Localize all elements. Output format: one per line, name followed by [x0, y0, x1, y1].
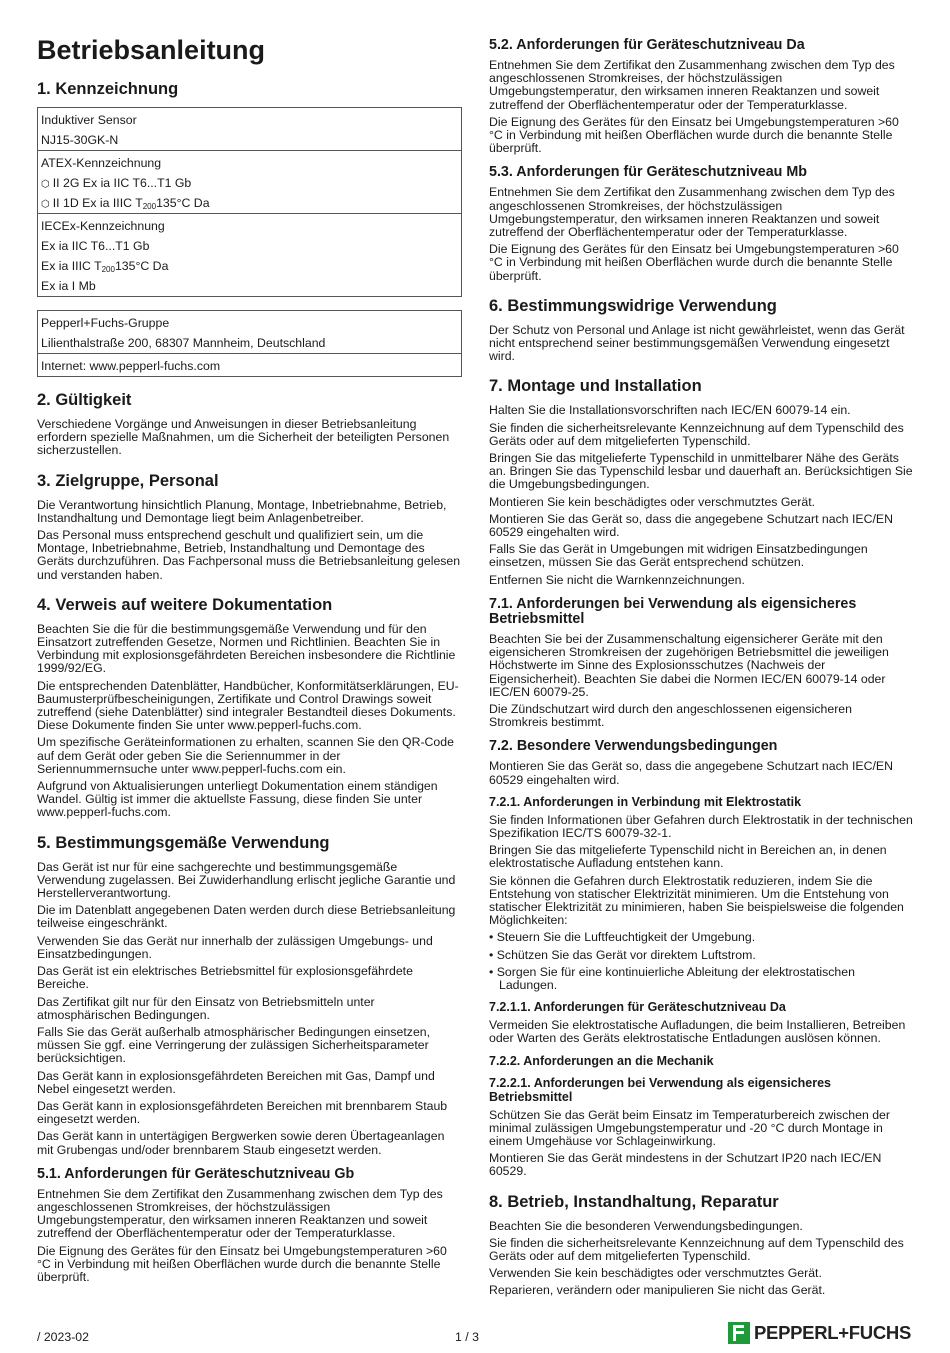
company-internet: Internet: www.pepperl-fuchs.com	[41, 359, 221, 373]
section-5-text-8: Das Gerät kann in explosionsgefährdeten Bereichen mit brennbarem Staub eingesetzt werden.	[37, 1098, 448, 1127]
section-5-text-4: Das Gerät ist ein elektrisches Betriebsmittel für explosionsgefährdete Bereiche.	[37, 964, 413, 992]
list-item: • Steuern Sie die Luftfeuchtigkeit der Umgebung.	[489, 931, 914, 944]
product-model: NJ15-30GK-N	[41, 133, 119, 147]
company-box	[37, 310, 462, 377]
iecex-label: IECEx-Kennzeichnung	[41, 219, 165, 233]
section-5-1-text-1: Entnehmen Sie dem Zertifikat den Zusammenhang zwischen dem Typ des angeschlossenen Stromkreises, der höchstzulässigen Umgebungstemperatur, den wirksamen inneren Reaktanzen und soweit zutreffend der Oberflächentemperatur oder der Temperaturklasse.	[37, 1186, 443, 1241]
section-5-3-text-1: Entnehmen Sie dem Zertifikat den Zusammenhang zwischen dem Typ des angeschlossenen Stromkreises, der höchstzulässigen Umgebungstemperatur, den wirksamen inneren Reaktanzen und soweit zutreffend der Oberflächentemperatur oder der Temperaturklasse.	[489, 185, 895, 240]
iecex-marking-3: Ex ia I Mb	[41, 279, 96, 293]
electrostatics-bullet-list	[489, 931, 914, 992]
section-5-text-3: Verwenden Sie das Gerät nur innerhalb der zulässigen Umgebungs- und Einsatzbedingungen.	[37, 933, 433, 961]
section-5-text-9: Das Gerät kann in untertägigen Bergwerken sowie deren Übertageanlagen mit Grubengas und/oder brennbarem Staub eingesetzt werden.	[37, 1129, 445, 1157]
iecex-marking-1: Ex ia IIC T6...T1 Gb	[41, 239, 150, 253]
brand-name: PEPPERL+FUCHS	[754, 1322, 911, 1343]
section-7-2-2-1-heading: 7.2.2.1. Anforderungen bei Verwendung als eigensicheres Betriebsmittel	[489, 1075, 832, 1104]
section-7-1-heading: 7.1. Anforderungen bei Verwendung als eigensicheres Betriebsmittel	[489, 595, 857, 627]
section-4-text-1: Beachten Sie die für die bestimmungsgemäße Verwendung und für den Einsatzort zutreffenden Gesetze, Normen und Richtlinien. Beachten Sie in Verbindung mit explosionsgefährdeten Bereichen insbesondere die Richtlinie 1999/92/EG.	[37, 621, 456, 676]
section-8-heading: 8. Betrieb, Instandhaltung, Reparatur	[489, 1192, 779, 1211]
section-5-2-text-2: Die Eignung des Gerätes für den Einsatz bei Umgebungstemperaturen >60 °C in Verbindung mit heißen Oberflächen wurde durch die benannte Stelle überprüft.	[489, 114, 899, 156]
section-4-heading: 4. Verweis auf weitere Dokumentation	[37, 595, 333, 614]
section-5-text-2: Die im Datenblatt angegebenen Daten werden durch diese Betriebsanleitung teilweise eingeschränkt.	[37, 903, 456, 931]
section-5-3-heading: 5.3. Anforderungen für Geräteschutzniveau Mb	[489, 164, 808, 181]
section-5-text-1: Das Gerät ist nur für eine sachgerechte und bestimmungsgemäße Verwendung zugelassen. Bei Zuwiderhandlung erlischt jegliche Garantie und Herstellerverantwortung.	[37, 859, 456, 901]
marking-box	[37, 107, 462, 297]
section-4-text-4: Aufgrund von Aktualisierungen unterliegt Dokumentation einem ständigen Wandel. Gültig ist immer die aktuellste Fassung, diese finden Sie unter www.pepperl-fuchs.com.	[37, 779, 438, 820]
section-7-2-1-text-3: Sie können die Gefahren durch Elektrostatik reduzieren, indem Sie die Entstehung von statischer Elektrizität minimieren. Um die Entstehung von statischer Elektrizität zu minimieren, haben Sie beispielsweise die folgenden Möglichkeiten:	[489, 873, 904, 928]
atex-marking-2: ⬡ II 1D Ex ia IIIC $T_{200}135^\circ C$ Da	[41, 193, 458, 213]
company-name: Pepperl+Fuchs-Gruppe	[41, 316, 170, 330]
brand-logo	[728, 1322, 911, 1344]
section-7-2-heading: 7.2. Besondere Verwendungsbedingungen	[489, 738, 778, 755]
product-type: Induktiver Sensor	[41, 113, 137, 127]
section-7-2-2-1-text-2: Montieren Sie das Gerät mindestens in der Schutzart IP20 nach IEC/EN 60529.	[489, 1151, 882, 1179]
section-5-2-text-1: Entnehmen Sie dem Zertifikat den Zusammenhang zwischen dem Typ des angeschlossenen Stromkreises, der höchstzulässigen Umgebungstemperatur, den wirksamen inneren Reaktanzen und soweit zutreffend der Oberflächentemperatur oder der Temperaturklasse.	[489, 58, 895, 112]
section-7-2-2-heading: 7.2.2. Anforderungen an die Mechanik	[489, 1053, 714, 1068]
section-1-heading: 1. Kennzeichnung	[37, 80, 179, 98]
section-7-2-1-1-text-1: Vermeiden Sie elektrostatische Aufladungen, die beim Installieren, Betreiben oder Warten des Geräts elektrostatische Entladungen auslösen können.	[489, 1018, 906, 1046]
section-6-text: Der Schutz von Personal und Anlage ist nicht gewährleistet, wenn das Gerät nicht entsprechend seiner bestimmungsgemäßen Verwendung eingesetzt wird.	[489, 322, 905, 364]
ex-hexagon-icon: ⬡	[41, 199, 50, 210]
section-7-2-1-text-1: Sie finden Informationen über Gefahren durch Elektrostatik in der technischen Spezifikation IEC/TS 60079-32-1.	[489, 812, 913, 840]
section-5-text-6: Falls Sie das Gerät außerhalb atmosphärischer Bedingungen einsetzen, müssen Sie ggf. eine Verringerung der zulässigen Sicherheitsparameter berücksichtigen.	[37, 1024, 431, 1066]
section-8-text-4: Reparieren, verändern oder manipulieren Sie nicht das Gerät.	[489, 1283, 826, 1298]
section-6-heading: 6. Bestimmungswidrige Verwendung	[489, 296, 777, 315]
section-7-text-3: Bringen Sie das mitgelieferte Typenschild in unmittelbarer Nähe des Geräts an. Bringen Sie das Typenschild lesbar und dauerhaft an. Berücksichtigen Sie die Umgebungsbedingungen.	[489, 451, 913, 492]
atex-label: ATEX-Kennzeichnung	[41, 156, 162, 170]
section-4-text-3: Um spezifische Geräteinformationen zu erhalten, scannen Sie den QR-Code auf dem Gerät oder geben Sie die Seriennummer in der Seriennummernsuche unter www.pepperl-fuchs.com ein.	[37, 735, 454, 776]
section-7-heading: 7. Montage und Installation	[489, 377, 702, 396]
section-7-text-5: Montieren Sie das Gerät so, dass die angegebene Schutzart nach IEC/EN 60529 eingehalten wird.	[489, 511, 893, 540]
section-5-3-text-2: Die Eignung des Gerätes für den Einsatz bei Umgebungstemperaturen >60 °C in Verbindung mit heißen Oberflächen wurde durch die benannte Stelle überprüft.	[489, 242, 899, 283]
section-7-text-2: Sie finden die sicherheitsrelevante Kennzeichnung auf dem Typenschild des Geräts oder auf dem mitgelieferten Typenschild.	[489, 420, 904, 448]
pf-logo-icon	[728, 1322, 750, 1344]
section-2-text: Verschiedene Vorgänge und Anweisungen in dieser Betriebsanleitung erfordern spezielle Maßnahmen, um die Sicherheit der beteiligten Personen sicherzustellen.	[37, 417, 450, 458]
section-7-text-4: Montieren Sie kein beschädigtes oder verschmutztes Gerät.	[489, 494, 816, 509]
section-8-text-3: Verwenden Sie kein beschädigtes oder verschmutztes Gerät.	[489, 1266, 822, 1281]
left-column	[37, 34, 462, 1288]
list-item: • Schützen Sie das Gerät vor direktem Luftstrom.	[489, 949, 914, 962]
section-8-text-2: Sie finden die sicherheitsrelevante Kennzeichnung auf dem Typenschild des Geräts oder auf dem mitgelieferten Typenschild.	[489, 1235, 904, 1263]
footer-date: / 2023-02	[37, 1330, 89, 1344]
section-3-text-2: Das Personal muss entsprechend geschult und qualifiziert sein, um die Montage, Inbetriebnahme, Betrieb, Instandhaltung und Demontage des Geräts durchzuführen. Das Fachpersonal muss die Betriebsanleitung gelesen und verstanden haben.	[37, 528, 461, 582]
right-column	[489, 38, 914, 1302]
section-5-1-text-2: Die Eignung des Gerätes für den Einsatz bei Umgebungstemperaturen >60 °C in Verbindung mit heißen Oberflächen wurde durch die benannte Stelle überprüft.	[37, 1243, 447, 1284]
section-7-2-2-1-text-1: Schützen Sie das Gerät beim Einsatz im Temperaturbereich zwischen der minimal zulässigen Umgebungstemperatur und -20 °C durch Montage in einem Umgehäuse vor Schlageinwirkung.	[489, 1107, 890, 1148]
section-5-text-5: Das Zertifikat gilt nur für den Einsatz von Betriebsmitteln unter atmosphärischen Bedingungen.	[37, 994, 375, 1022]
section-5-heading: 5. Bestimmungsgemäße Verwendung	[37, 833, 330, 852]
atex-group	[38, 151, 461, 214]
section-7-text-1: Halten Sie die Installationsvorschriften nach IEC/EN 60079-14 ein.	[489, 403, 851, 418]
section-7-2-text-1: Montieren Sie das Gerät so, dass die angegebene Schutzart nach IEC/EN 60529 eingehalten wird.	[489, 759, 893, 787]
section-5-1-heading: 5.1. Anforderungen für Geräteschutzniveau Gb	[37, 1165, 355, 1182]
section-7-2-1-heading: 7.2.1. Anforderungen in Verbindung mit Elektrostatik	[489, 794, 802, 809]
section-3-text-1: Die Verantwortung hinsichtlich Planung, Montage, Inbetriebnahme, Betrieb, Instandhaltung und Demontage liegt beim Anlagenbetreiber.	[37, 497, 447, 525]
section-7-text-6: Falls Sie das Gerät in Umgebungen mit widrigen Einsatzbedingungen einsetzen, müssen Sie das Gerät entsprechend schützen.	[489, 542, 868, 570]
section-3-heading: 3. Zielgruppe, Personal	[37, 471, 219, 490]
footer-page-number: 1 / 3	[455, 1330, 479, 1344]
section-5-2-heading: 5.2. Anforderungen für Geräteschutzniveau Da	[489, 37, 805, 53]
ex-hexagon-icon: ⬡	[41, 179, 50, 190]
iecex-group	[38, 214, 461, 296]
section-8-text-1: Beachten Sie die besonderen Verwendungsbedingungen.	[489, 1218, 803, 1233]
iecex-marking-2: Ex ia IIIC $T_{200}135^\circ C$ Da	[41, 259, 169, 274]
company-group	[38, 311, 461, 354]
section-5-text-7: Das Gerät kann in explosionsgefährdeten Bereichen mit Gas, Dampf und Nebel eingesetzt werden.	[37, 1068, 435, 1096]
internet-group	[38, 354, 461, 376]
section-4-text-2: Die entsprechenden Datenblätter, Handbücher, Konformitätserklärungen, EU-Baumusterprüfbescheinigungen, Zertifikate und Control Drawings soweit zutreffend (siehe Datenblätter) sind integraler Bestandteil dieses Dokuments. Diese Dokumente finden Sie unter www.pepperl-fuchs.com.	[37, 678, 459, 733]
section-7-1-text-1: Beachten Sie bei der Zusammenschaltung eigensicherer Geräte mit den eigensicheren Stromkreisen der zugehörigen Betriebsmittel die jeweiligen Höchstwerte im Sinne des Explosionsschutzes (Nachweis der Eigensicherheit). Beachten Sie dabei die Normen IEC/EN 60079-14 oder IEC/EN 60079-25.	[489, 631, 889, 699]
list-item: • Sorgen Sie für eine kontinuierliche Ableitung der elektrostatischen Ladungen.	[489, 966, 914, 992]
section-7-2-1-1-heading: 7.2.1.1. Anforderungen für Geräteschutzniveau Da	[489, 1000, 786, 1015]
section-7-text-7: Entfernen Sie nicht die Warnkennzeichnungen.	[489, 572, 745, 587]
atex-marking-1: ⬡ II 2G Ex ia IIC T6...T1 Gb	[41, 173, 458, 193]
product-group	[38, 108, 461, 151]
document-title: Betriebsanleitung	[37, 35, 266, 65]
company-address: Lilienthalstraße 200, 68307 Mannheim, Deutschland	[41, 336, 326, 350]
section-2-heading: 2. Gültigkeit	[37, 391, 132, 409]
section-7-1-text-2: Die Zündschutzart wird durch den angeschlossenen eigensicheren Stromkreis bestimmt.	[489, 701, 852, 730]
section-7-2-1-text-2: Bringen Sie das mitgelieferte Typenschild nicht in Bereichen an, in denen elektrostatische Aufladung entstehen kann.	[489, 843, 887, 871]
